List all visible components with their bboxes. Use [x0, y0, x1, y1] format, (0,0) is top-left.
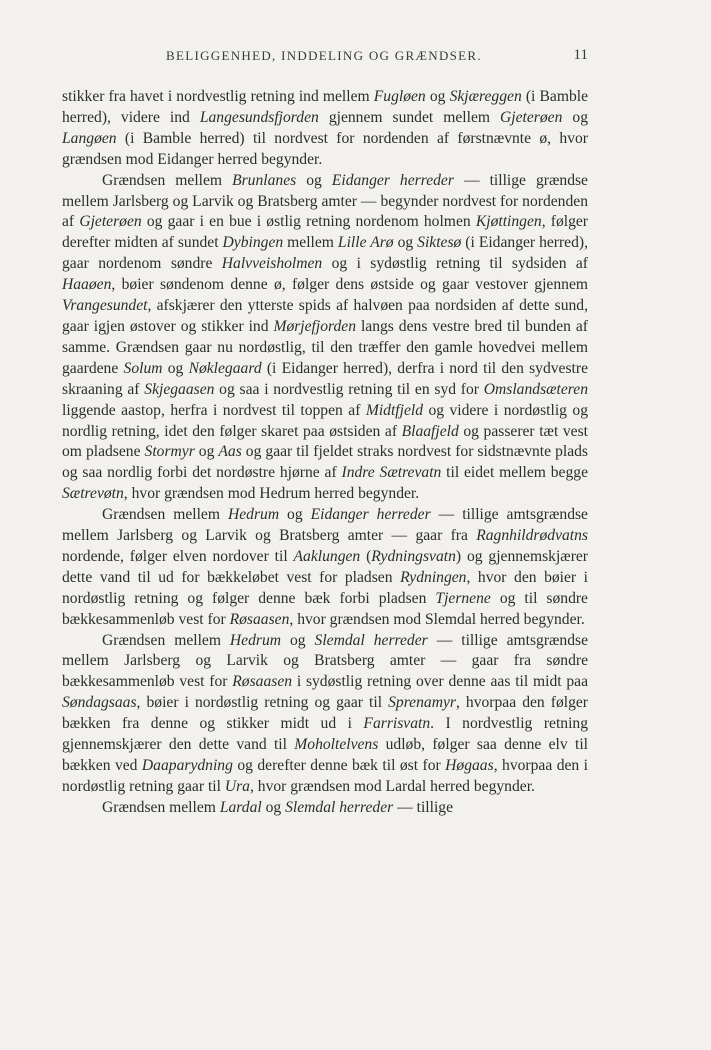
italic-place-name: Brunlanes: [232, 171, 297, 189]
italic-place-name: Lille Arø: [337, 234, 394, 252]
text-run: liggende aastop, herfra i nordvest til toppen af: [62, 401, 366, 419]
paragraph: [62, 87, 588, 171]
page-header: [62, 48, 588, 72]
paragraph: [62, 631, 588, 798]
italic-place-name: Sætrevøtn: [62, 485, 124, 503]
text-run: , bøier i nordøstlig retning og gaar til: [136, 694, 389, 712]
italic-place-name: Dybingen: [222, 234, 284, 252]
italic-place-name: Høgaas: [445, 757, 494, 774]
italic-place-name: Omslandsæteren: [483, 380, 588, 398]
text-run: og: [296, 171, 332, 189]
italic-place-name: Moholtelvens: [294, 736, 379, 754]
body-text: [62, 87, 588, 819]
text-run: og: [393, 234, 418, 252]
italic-place-name: Vrangesundet: [62, 297, 148, 315]
italic-place-name: Indre Sætrevatn: [341, 464, 442, 482]
paragraph: [62, 505, 588, 630]
italic-place-name: Lardal: [219, 798, 262, 816]
italic-place-name: Sprenamyr: [388, 694, 456, 712]
text-run: og derefter denne bæk til øst for: [232, 757, 446, 774]
text-run: , bøier søndenom denne ø, følger dens østside og gaar vestover gjennem: [111, 276, 588, 294]
text-run: og: [194, 443, 219, 461]
text-run: og gaar til fjeldet straks nordvest for sidstnævnte plads og saa nordlig forbi det nordøstre hjørne af: [62, 443, 588, 482]
text-run: og gaar i en bue i østlig retning nordenom holmen: [141, 213, 476, 231]
text-run: — tillige grændse mellem Jarlsberg og Larvik og Bratsberg amter — begynder nordvest for nordenden af: [62, 171, 588, 231]
italic-place-name: Solum: [123, 359, 163, 377]
italic-place-name: Rydningsvatn: [371, 547, 456, 565]
italic-place-name: Rydningen: [400, 568, 467, 586]
italic-place-name: Eidanger herreder: [331, 171, 454, 189]
running-head: BELIGGENHED, INDDELING OG GRÆNDSER.: [166, 48, 482, 63]
italic-place-name: Røsaasen: [232, 673, 293, 691]
italic-place-name: Stormyr: [144, 443, 195, 461]
paragraph: [62, 171, 588, 506]
text-run: — tillige: [393, 798, 453, 816]
italic-place-name: Ura: [224, 777, 250, 795]
italic-place-name: Hedrum: [229, 631, 282, 649]
text-run: og saa i nordvestlig retning til en syd for: [214, 380, 484, 398]
text-run: , hvor grændsen mod Hedrum herred begynder.: [123, 485, 420, 503]
italic-place-name: Midtfjeld: [365, 401, 424, 419]
text-run: og: [281, 631, 315, 649]
text-run: og: [562, 108, 588, 126]
text-run: , afskjærer den ytterste spids af halvøen paa nordsiden af dette sund, gaar igjen østover og stikker ind: [62, 297, 588, 335]
italic-place-name: Langøen: [62, 129, 117, 147]
text-run: gjennem sundet mellem: [318, 108, 501, 126]
text-run: Grændsen mellem: [102, 798, 220, 816]
text-run: Grændsen mellem: [102, 631, 230, 649]
text-run: mellem: [283, 234, 338, 252]
italic-place-name: Ragnhildrødvatns: [476, 527, 588, 545]
italic-place-name: Slemdal herreder: [314, 631, 428, 649]
italic-place-name: Gjeterøen: [79, 213, 142, 231]
text-run: . I nordvestlig retning gjennemskjærer den dette vand til: [62, 715, 588, 754]
text-run: og passerer tæt vest om pladsene: [62, 422, 588, 461]
text-run: (i Bamble herred) til nordvest for nordenden af førstnævnte ø, hvor grændsen mod Eidanger herred begynder.: [62, 129, 588, 168]
text-run: (i Eidanger herred), gaar nordenom søndre: [62, 234, 588, 273]
text-run: , hvorpaa den følger bækken fra denne og stikker midt ud i: [62, 694, 588, 733]
text-run: , følger derefter midten af sundet: [62, 213, 589, 252]
italic-place-name: Daaparydning: [141, 757, 233, 774]
italic-place-name: Blaafjeld: [401, 422, 459, 440]
italic-place-name: Slemdal herreder: [285, 798, 394, 816]
text-run: , hvor grændsen mod Lardal herred begynder.: [249, 777, 535, 795]
text-run: i sydøstlig retning over denne aas til midt paa: [292, 673, 588, 691]
italic-place-name: Fugløen: [373, 88, 426, 105]
italic-place-name: Nøklegaard: [188, 359, 262, 377]
text-run: og i sydøstlig retning til sydsiden af: [322, 255, 588, 273]
text-run: og: [261, 798, 286, 816]
text-run: langs dens vestre bred til bunden af samme. Grændsen gaar nu nordøstlig, til den træffer den gamle hovedvei mellem gaardene: [62, 317, 588, 377]
italic-place-name: Søndagsaas: [62, 694, 137, 712]
italic-place-name: Hedrum: [227, 506, 280, 524]
italic-place-name: Mørjefjorden: [273, 317, 357, 335]
text-run: , hvor den bøier i nordøstlig retning og følger denne bæk forbi pladsen: [62, 568, 588, 607]
text-run: Grændsen mellem: [102, 171, 233, 189]
text-run: Grændsen mellem: [102, 506, 228, 524]
page-number: 11: [573, 47, 588, 63]
text-run: og: [279, 506, 311, 524]
text-run: udløb, følger saa denne elv til bækken ved: [62, 736, 588, 774]
text-run: ) og gjennemskjærer dette vand til ud for bækkeløbet vest for pladsen: [62, 547, 589, 586]
text-run: (i Eidanger herred), derfra i nord til den sydvestre skraaning af: [62, 359, 588, 398]
text-run: , hvor grændsen mod Slemdal herred begynder.: [289, 610, 585, 628]
italic-place-name: Røsaasen: [229, 610, 290, 628]
italic-place-name: Aas: [218, 443, 242, 461]
text-run: — tillige amtsgrændse mellem Jarlsberg og Larvik og Bratsberg amter — gaar fra: [62, 506, 588, 545]
italic-place-name: Gjeterøen: [500, 108, 563, 126]
text-run: — tillige amtsgrændse mellem Jarlsberg og Larvik og Bratsberg amter — gaar fra søndre bækkesammenløb vest for: [62, 631, 588, 691]
text-run: og: [425, 88, 450, 105]
italic-place-name: Skjegaasen: [144, 380, 215, 398]
text-run: og videre i nordøstlig og nordlig retning, idet den følger skaret paa østsiden af: [62, 401, 588, 440]
italic-place-name: Langesundsfjorden: [199, 108, 319, 126]
italic-place-name: Tjernene: [435, 589, 491, 607]
paragraph: [62, 798, 588, 819]
italic-place-name: Skjæreggen: [449, 88, 522, 105]
text-run: nordende, følger elven nordover til: [62, 547, 294, 565]
text-run: (: [360, 547, 372, 565]
text-run: stikker fra havet i nordvestlig retning ind mellem: [62, 88, 374, 105]
text-run: til eidet mellem begge: [441, 464, 588, 482]
italic-place-name: Farrisvatn: [363, 715, 431, 733]
italic-place-name: Eidanger herreder: [310, 506, 431, 524]
italic-place-name: Haaøen: [62, 276, 112, 294]
text-run: , hvorpaa den i nordøstlig retning gaar til: [62, 757, 588, 795]
text-run: og: [162, 359, 189, 377]
text-run: og til søndre bækkesammenløb vest for: [62, 589, 588, 628]
italic-place-name: Halvveisholmen: [221, 255, 323, 273]
italic-place-name: Aaklungen: [293, 547, 361, 565]
italic-place-name: Siktesø: [417, 234, 462, 252]
text-run: (i Bamble herred), videre ind: [62, 88, 588, 126]
italic-place-name: Kjøttingen: [475, 213, 542, 231]
